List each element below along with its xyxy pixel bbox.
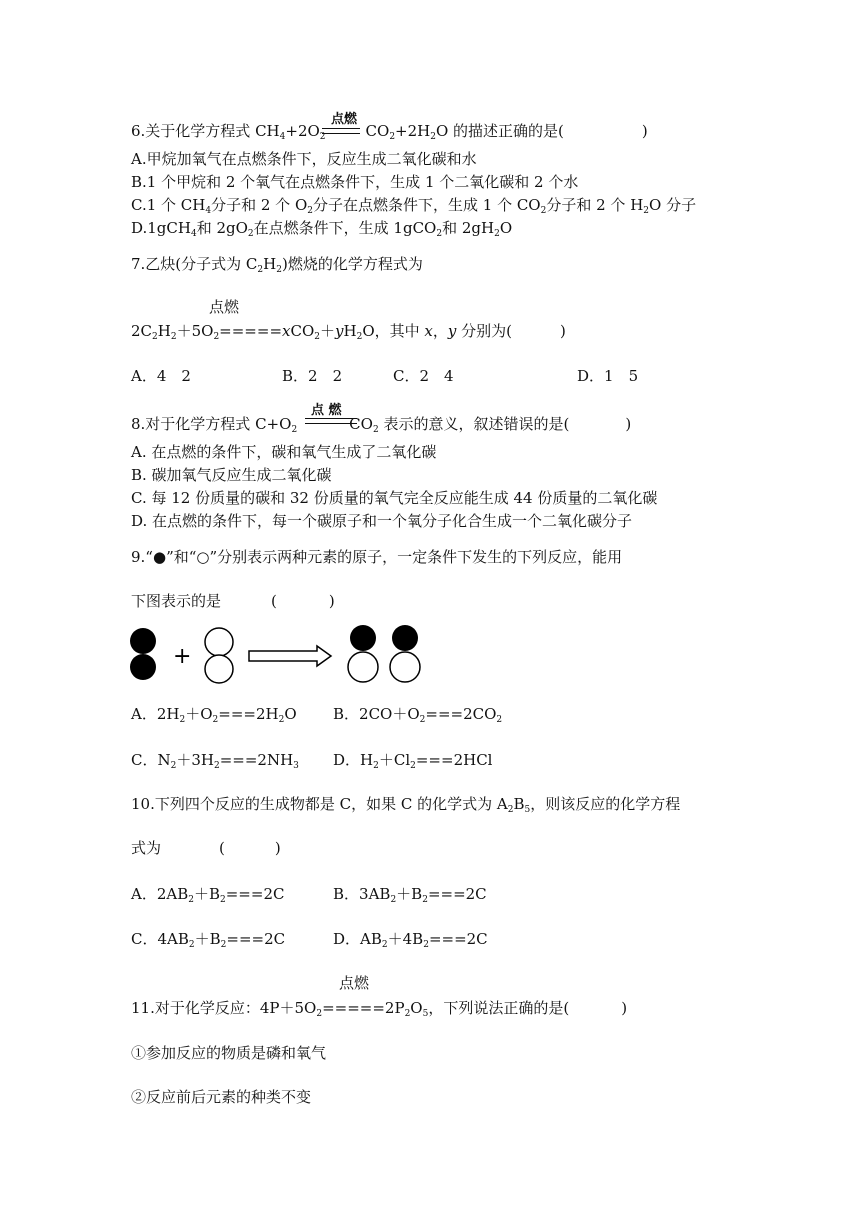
q8-condition: 点 燃 [311,403,342,418]
q10-option-b: B．$3AB_2+B_2===2C$ [333,885,487,905]
q7-option-d: D．1 5 [577,367,639,385]
white-atom-icon [390,652,420,682]
q7-option-a: A．4 2 [131,367,191,385]
q9-option-b: B．$2CO+O_2===2CO_2$ [333,705,503,725]
q7-option-b: B．2 2 [282,367,343,385]
q7-condition: 点燃 [209,298,240,316]
q6-stem: 6.关于化学方程式 $CH_4+2O_2$ $CO_2+2H_2O$ 的描述正确的是( ) [131,122,648,142]
q8-option-d: D. 在点燃的条件下，每一个碳原子和一个氧分子化合生成一个二氧化碳分子 [131,512,633,530]
q6-condition: 点燃 [331,112,358,127]
q11-condition: 点燃 [339,974,370,992]
q8-option-b: B. 碳加氧气反应生成二氧化碳 [131,466,332,484]
q10-option-a: A．$2AB_2+B_2===2C$ [131,885,285,905]
black-atom-icon [130,628,156,654]
q11-stem: 11.对于化学反应：$4P+5O_2=====2P_2O_5$，下列说法正确的是( ) [131,999,628,1019]
q6-option-a: A.甲烷加氧气在点燃条件下，反应生成二氧化碳和水 [131,150,477,168]
q9-option-d: D．$H_2+Cl_2===2HCl$ [333,751,493,771]
q10-option-d: D．$AB_2+4B_2===2C$ [333,930,488,950]
q8-option-a: A. 在点燃的条件下，碳和氧气生成了二氧化碳 [131,443,437,461]
q9-option-a: A．$2H_2+O_2===2H_2O$ [131,705,297,725]
q10-stem-line1: 10.下列四个反应的生成物都是 C，如果 C 的化学式为 $A_2B_5$，则该反应的化学方程 [131,795,681,815]
q10-option-c: C．$4AB_2+B_2===2C$ [131,930,286,950]
q6-option-d: D.1gCH$_4$和 $2gO_2$在点燃条件下，生成 1gCO$_2$和 $2gH_2O$ [131,219,513,239]
q7-equation: $2C_2H_2+5O_2=====xCO_2+yH_2O$，其中 x，y 分别为( ) [131,322,566,342]
q8-stem: 8.对于化学方程式 $C+O_2$ $CO_2$ 表示的意义，叙述错误的是( ) [131,415,632,435]
q11-item-2: ②反应前后元素的种类不变 [131,1088,312,1106]
black-atom-icon [130,654,156,680]
q9-stem-line2: 下图表示的是 ( ) [131,592,335,610]
white-atom-icon [205,628,233,656]
black-atom-icon [350,625,376,651]
q8-option-c: C. 每 12 份质量的碳和 32 份质量的氧气完全反应能生成 44 份质量的二氧化碳 [131,489,658,507]
reaction-arrow-icon [249,646,331,666]
q10-stem-line2: 式为 ( ) [131,839,281,857]
q7-stem: 7.乙炔(分子式为 $C_2H_2$)燃烧的化学方程式为 [131,255,423,275]
plus-sign: + [173,644,192,669]
q9-stem-line1: 9.“●”和“○”分别表示两种元素的原子，一定条件下发生的下列反应，能用 [131,548,623,566]
q9-reaction-diagram [125,622,435,688]
q9-option-c: C．$N_2+3H_2===2NH_3$ [131,751,299,771]
q6-option-c: C.1 个 $CH_4$分子和 2 个 $O_2$分子在点燃条件下，生成 1 个 $CO_2$分子和 2 个 $H_2O$ 分子 [131,196,697,216]
q11-item-1: ①参加反应的物质是磷和氧气 [131,1044,327,1062]
white-atom-icon [205,655,233,683]
q6-option-b: B.1 个甲烷和 2 个氧气在点燃条件下，生成 1 个二氧化碳和 2 个水 [131,173,579,191]
q7-option-c: C．2 4 [393,367,454,385]
black-atom-icon [392,625,418,651]
white-atom-icon [348,652,378,682]
